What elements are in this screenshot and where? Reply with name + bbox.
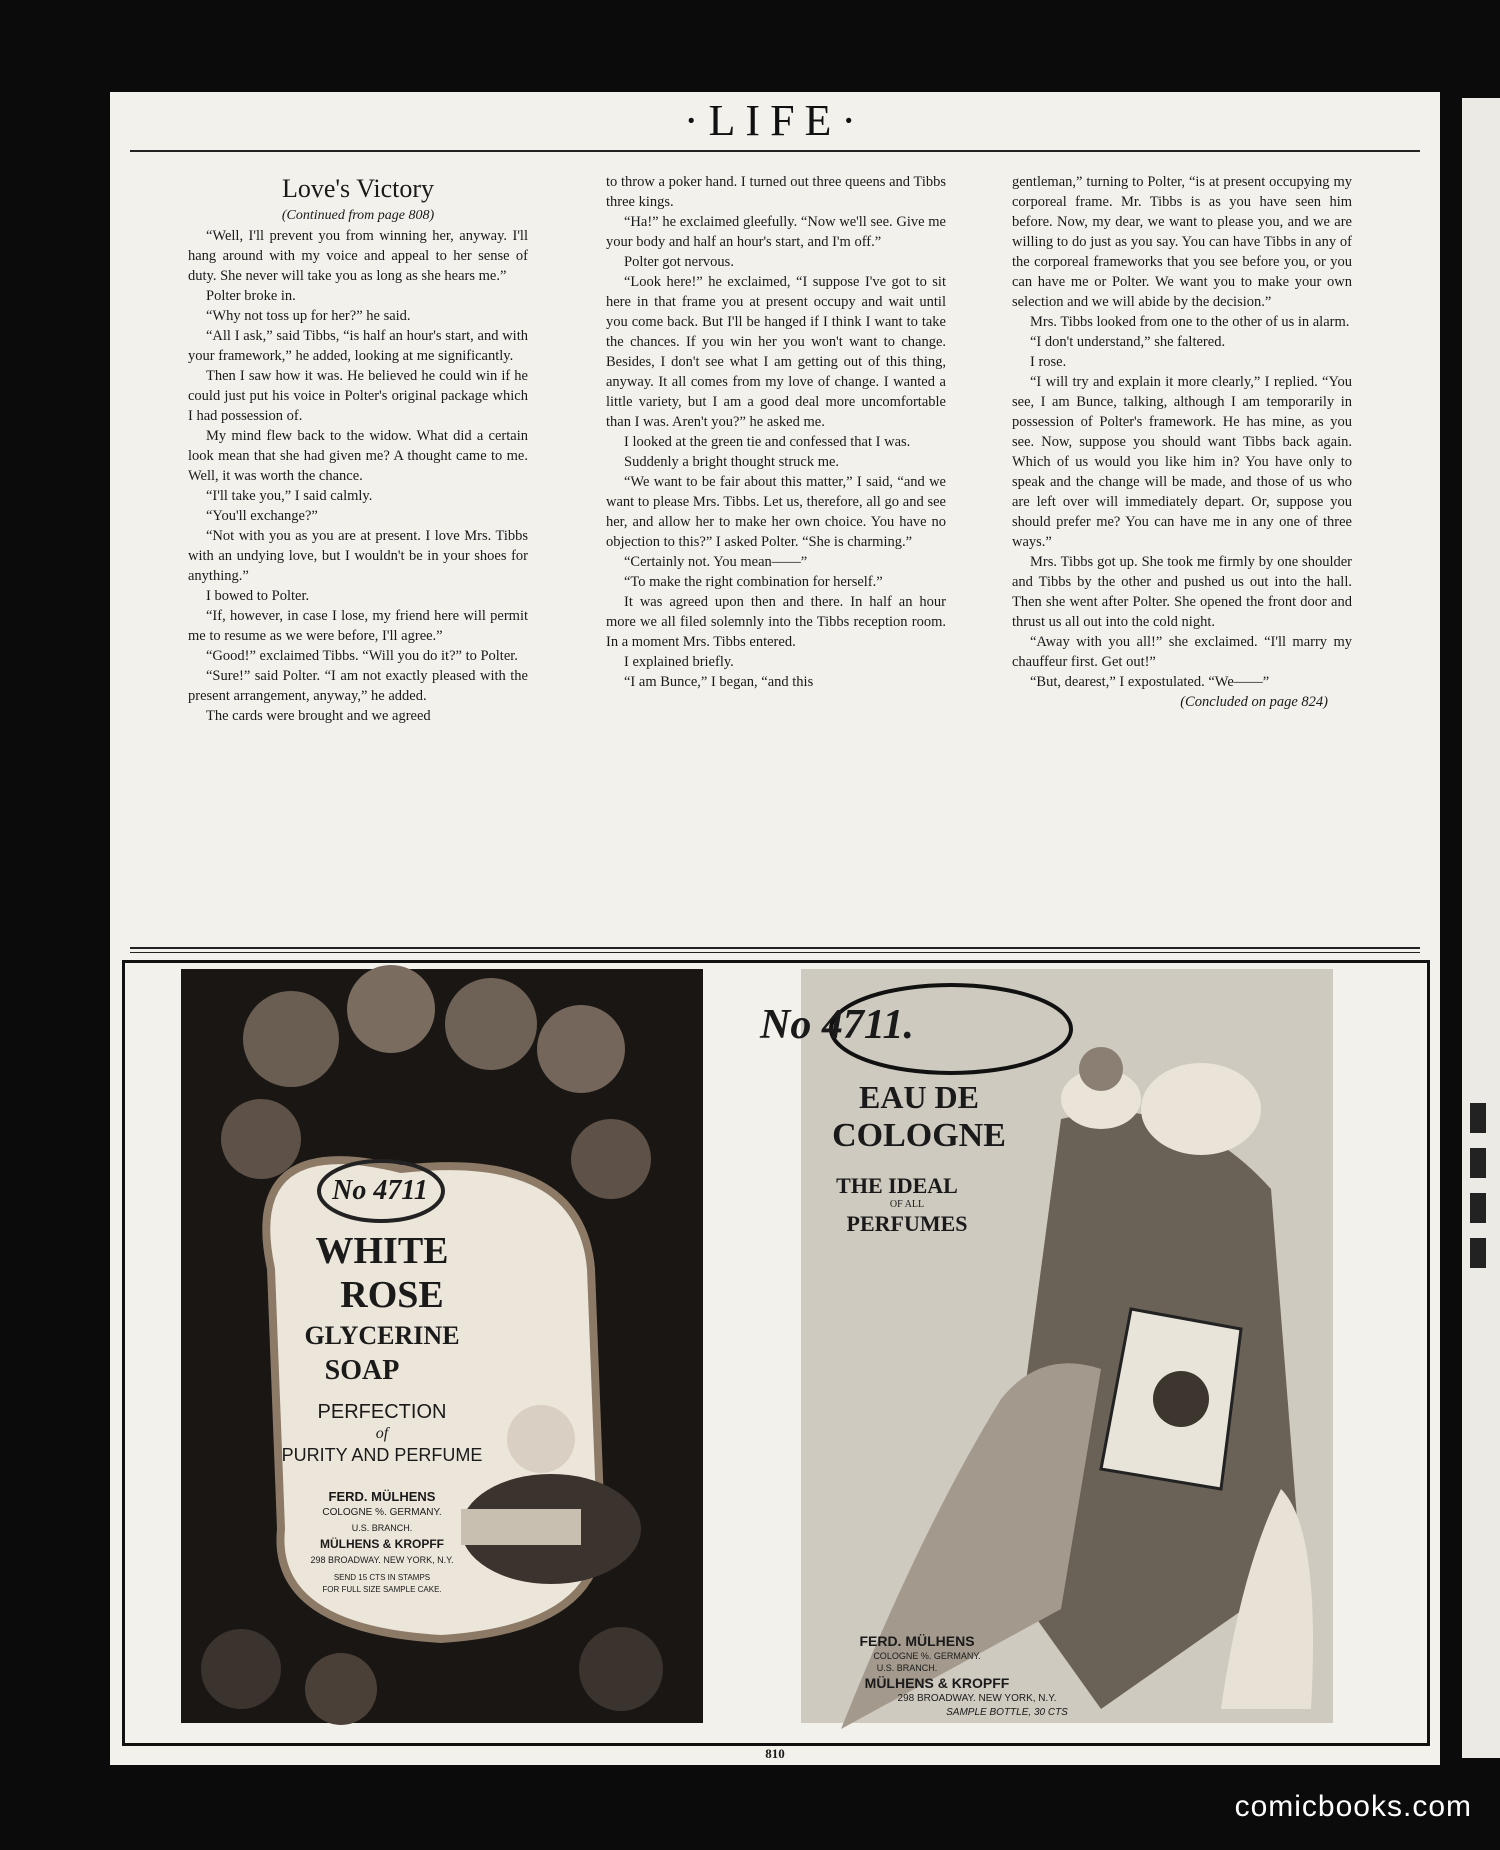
concluded-note: (Concluded on page 824) xyxy=(1180,694,1328,710)
ad-maker: U.S. BRANCH. xyxy=(876,1663,938,1673)
story-paragraph: The cards were brought and we agreed xyxy=(206,708,431,724)
adjacent-page-glyph xyxy=(1470,1193,1486,1223)
adjacent-page-edge xyxy=(1462,98,1500,1758)
masthead-rule xyxy=(130,150,1420,152)
brand-logo: No 4711. xyxy=(759,1002,914,1048)
ad-maker: MÜLHENS & KROPFF xyxy=(864,1675,1010,1691)
story-column-1 xyxy=(188,172,528,726)
story-paragraph: Mrs. Tibbs got up. She took me firmly by one shoulder and Tibbs by the other and pushed us out into the hall. Then she went after Polter. She opened the front door and thrust us all out into the cold night. xyxy=(1012,554,1352,630)
story-paragraph: “Well, I'll prevent you from winning her, anyway. I'll hang around with my voice and appeal to her sense of duty. She never will take you as long as she hears me.” xyxy=(188,228,528,284)
story-paragraph: “I will try and explain it more clearly,” I replied. “You see, I am Bunce, talking, although I am temporarily in possession of Polter's framework. He has mine, as you see. Now, suppose you should want Tibbs back again. Which of us would you like him in? You have only to speak and the change will be made, and those of us who are left over will immediately depart. Or, suppose you should prefer me? You can have me in any one of three ways.” xyxy=(1012,374,1352,550)
story-paragraph: I looked at the green tie and confessed that I was. xyxy=(624,434,911,450)
ad-maker: U.S. BRANCH. xyxy=(351,1523,413,1533)
story-paragraph: “You'll exchange?” xyxy=(206,508,318,524)
story-paragraph: “Sure!” said Polter. “I am not exactly pleased with the present arrangement, anyway,” he added. xyxy=(188,668,528,704)
ad-offer: SAMPLE BOTTLE, 30 CTS xyxy=(946,1707,1068,1718)
adjacent-page-glyph xyxy=(1470,1103,1486,1133)
story-paragraph: “I am Bunce,” I began, “and this xyxy=(624,674,814,690)
magazine-page xyxy=(110,92,1440,1765)
ad-headline: ROSE xyxy=(340,1274,444,1316)
adjacent-page-glyph xyxy=(1470,1148,1486,1178)
ad-headline: WHITE xyxy=(315,1230,449,1272)
ad-address: 298 BROADWAY. NEW YORK, N.Y. xyxy=(310,1555,454,1565)
story-paragraph: “Not with you as you are at present. I love Mrs. Tibbs with an undying love, but I wouldn't be in your shoes for anything.” xyxy=(188,528,528,584)
ad-headline: COLOGNE xyxy=(832,1117,1006,1154)
continued-note: (Continued from page 808) xyxy=(281,208,435,223)
ad-maker: FERD. MÜLHENS xyxy=(328,1489,436,1504)
story-paragraph: “But, dearest,” I expostulated. “We——” xyxy=(1030,674,1270,690)
advertisement-frame xyxy=(122,960,1430,1746)
story-paragraph: “Away with you all!” she exclaimed. “I'll marry my chauffeur first. Get out!” xyxy=(1012,634,1352,670)
ad-maker: MÜLHENS & KROPFF xyxy=(320,1537,444,1551)
ad-tagline: PERFUMES xyxy=(846,1211,968,1236)
eau-de-cologne-ad xyxy=(759,969,1333,1723)
story-paragraph: I bowed to Polter. xyxy=(206,588,310,604)
section-rule xyxy=(130,947,1420,949)
adjacent-page-glyph xyxy=(1470,1238,1486,1268)
story-paragraph: “Good!” exclaimed Tibbs. “Will you do it?” to Polter. xyxy=(206,648,518,664)
story-title: Love's Victory xyxy=(281,174,435,203)
ad-maker: COLOGNE %. GERMANY. xyxy=(873,1651,981,1661)
story-paragraph: Mrs. Tibbs looked from one to the other of us in alarm. xyxy=(1030,314,1350,330)
story-paragraph: Polter got nervous. xyxy=(624,254,734,270)
page-number: 810 xyxy=(765,1746,785,1761)
story-paragraph: “Why not toss up for her?” he said. xyxy=(206,308,411,324)
story-paragraph: “Certainly not. You mean——” xyxy=(624,554,808,570)
ad-address: 298 BROADWAY. NEW YORK, N.Y. xyxy=(897,1693,1057,1704)
ad-offer: FOR FULL SIZE SAMPLE CAKE. xyxy=(322,1585,442,1594)
story-paragraph: to throw a poker hand. I turned out three queens and Tibbs three kings. xyxy=(606,174,946,210)
story-paragraph: “I'll take you,” I said calmly. xyxy=(206,488,373,504)
story-paragraph: gentleman,” turning to Polter, “is at present occupying my corporeal frame. Mr. Tibbs is as you have seen him before. Now, my dear, we want to please you, and we are willing to do just as you say. You can have Tibbs in any of the corporeal frameworks that you see before you, or you can have me or Polter. We want you to make your own selection and we will abide by the decision.” xyxy=(1012,174,1352,310)
story-paragraph: “All I ask,” said Tibbs, “is half an hour's start, and with your framework,” he added, looking at me significantly. xyxy=(188,328,528,364)
story-paragraph: I rose. xyxy=(1030,354,1067,370)
story-paragraph: “Ha!” he exclaimed gleefully. “Now we'll see. Give me your body and half an hour's start, and I'm off.” xyxy=(606,214,946,250)
ad-headline: SOAP xyxy=(324,1355,400,1386)
ad-tagline: PERFECTION xyxy=(317,1401,447,1423)
story-paragraph: “We want to be fair about this matter,” I said, “and we want to please Mrs. Tibbs. Let us, therefore, all go and see her, and allow her to make her own choice. You have no objection to this?” I asked Polter. “She is charming.” xyxy=(606,474,946,550)
story-paragraph: It was agreed upon then and there. In half an hour more we all filed solemnly into the Tibbs reception room. In a moment Mrs. Tibbs entered. xyxy=(606,594,946,650)
ad-tagline: of xyxy=(375,1425,389,1442)
brand-logo: No 4711 xyxy=(332,1175,428,1206)
story-column-2 xyxy=(606,172,946,692)
ad-maker: FERD. MÜLHENS xyxy=(859,1633,975,1649)
site-watermark: comicbooks.com xyxy=(1234,1790,1472,1823)
story-paragraph: “I don't understand,” she faltered. xyxy=(1030,334,1226,350)
story-paragraph: “Look here!” he exclaimed, “I suppose I've got to sit here in that frame you at present occupy and wait until you come back. But I'll be hanged if I think I want to take the chances. If you win her you won't want to change. Besides, I don't see what I am getting out of this thing, anyway. It all comes from my love of change. I wanted a little variety, but I am a good deal more uncomfortable than I was. Aren't you?” he asked me. xyxy=(606,274,946,430)
ad-tagline: THE IDEAL xyxy=(836,1173,958,1198)
story-paragraph: Then I saw how it was. He believed he could win if he could just put his voice in Polter's original package which I had possession of. xyxy=(188,368,528,424)
masthead: ·LIFE· xyxy=(683,96,867,145)
story-paragraph: “If, however, in case I lose, my friend here will permit me to resume as we were before, I'll agree.” xyxy=(188,608,528,644)
ad-offer: SEND 15 CTS IN STAMPS xyxy=(333,1573,431,1582)
ad-maker: COLOGNE %. GERMANY. xyxy=(322,1507,442,1518)
ad-headline: EAU DE xyxy=(858,1079,979,1115)
story-column-3 xyxy=(1012,172,1352,712)
story-paragraph: “To make the right combination for herself.” xyxy=(624,574,883,590)
ad-tagline: PURITY AND PERFUME xyxy=(281,1445,483,1465)
story-paragraph: I explained briefly. xyxy=(624,654,734,670)
white-rose-soap-ad xyxy=(181,969,703,1723)
ad-tagline: OF ALL xyxy=(889,1199,925,1210)
story-paragraph: Polter broke in. xyxy=(206,288,296,304)
ad-headline: GLYCERINE xyxy=(304,1321,460,1350)
story-paragraph: Suddenly a bright thought struck me. xyxy=(624,454,840,470)
story-paragraph: My mind flew back to the widow. What did a certain look mean that she had given me? A thought came to me. Well, it was worth the chance. xyxy=(188,428,528,484)
section-rule xyxy=(130,952,1420,953)
